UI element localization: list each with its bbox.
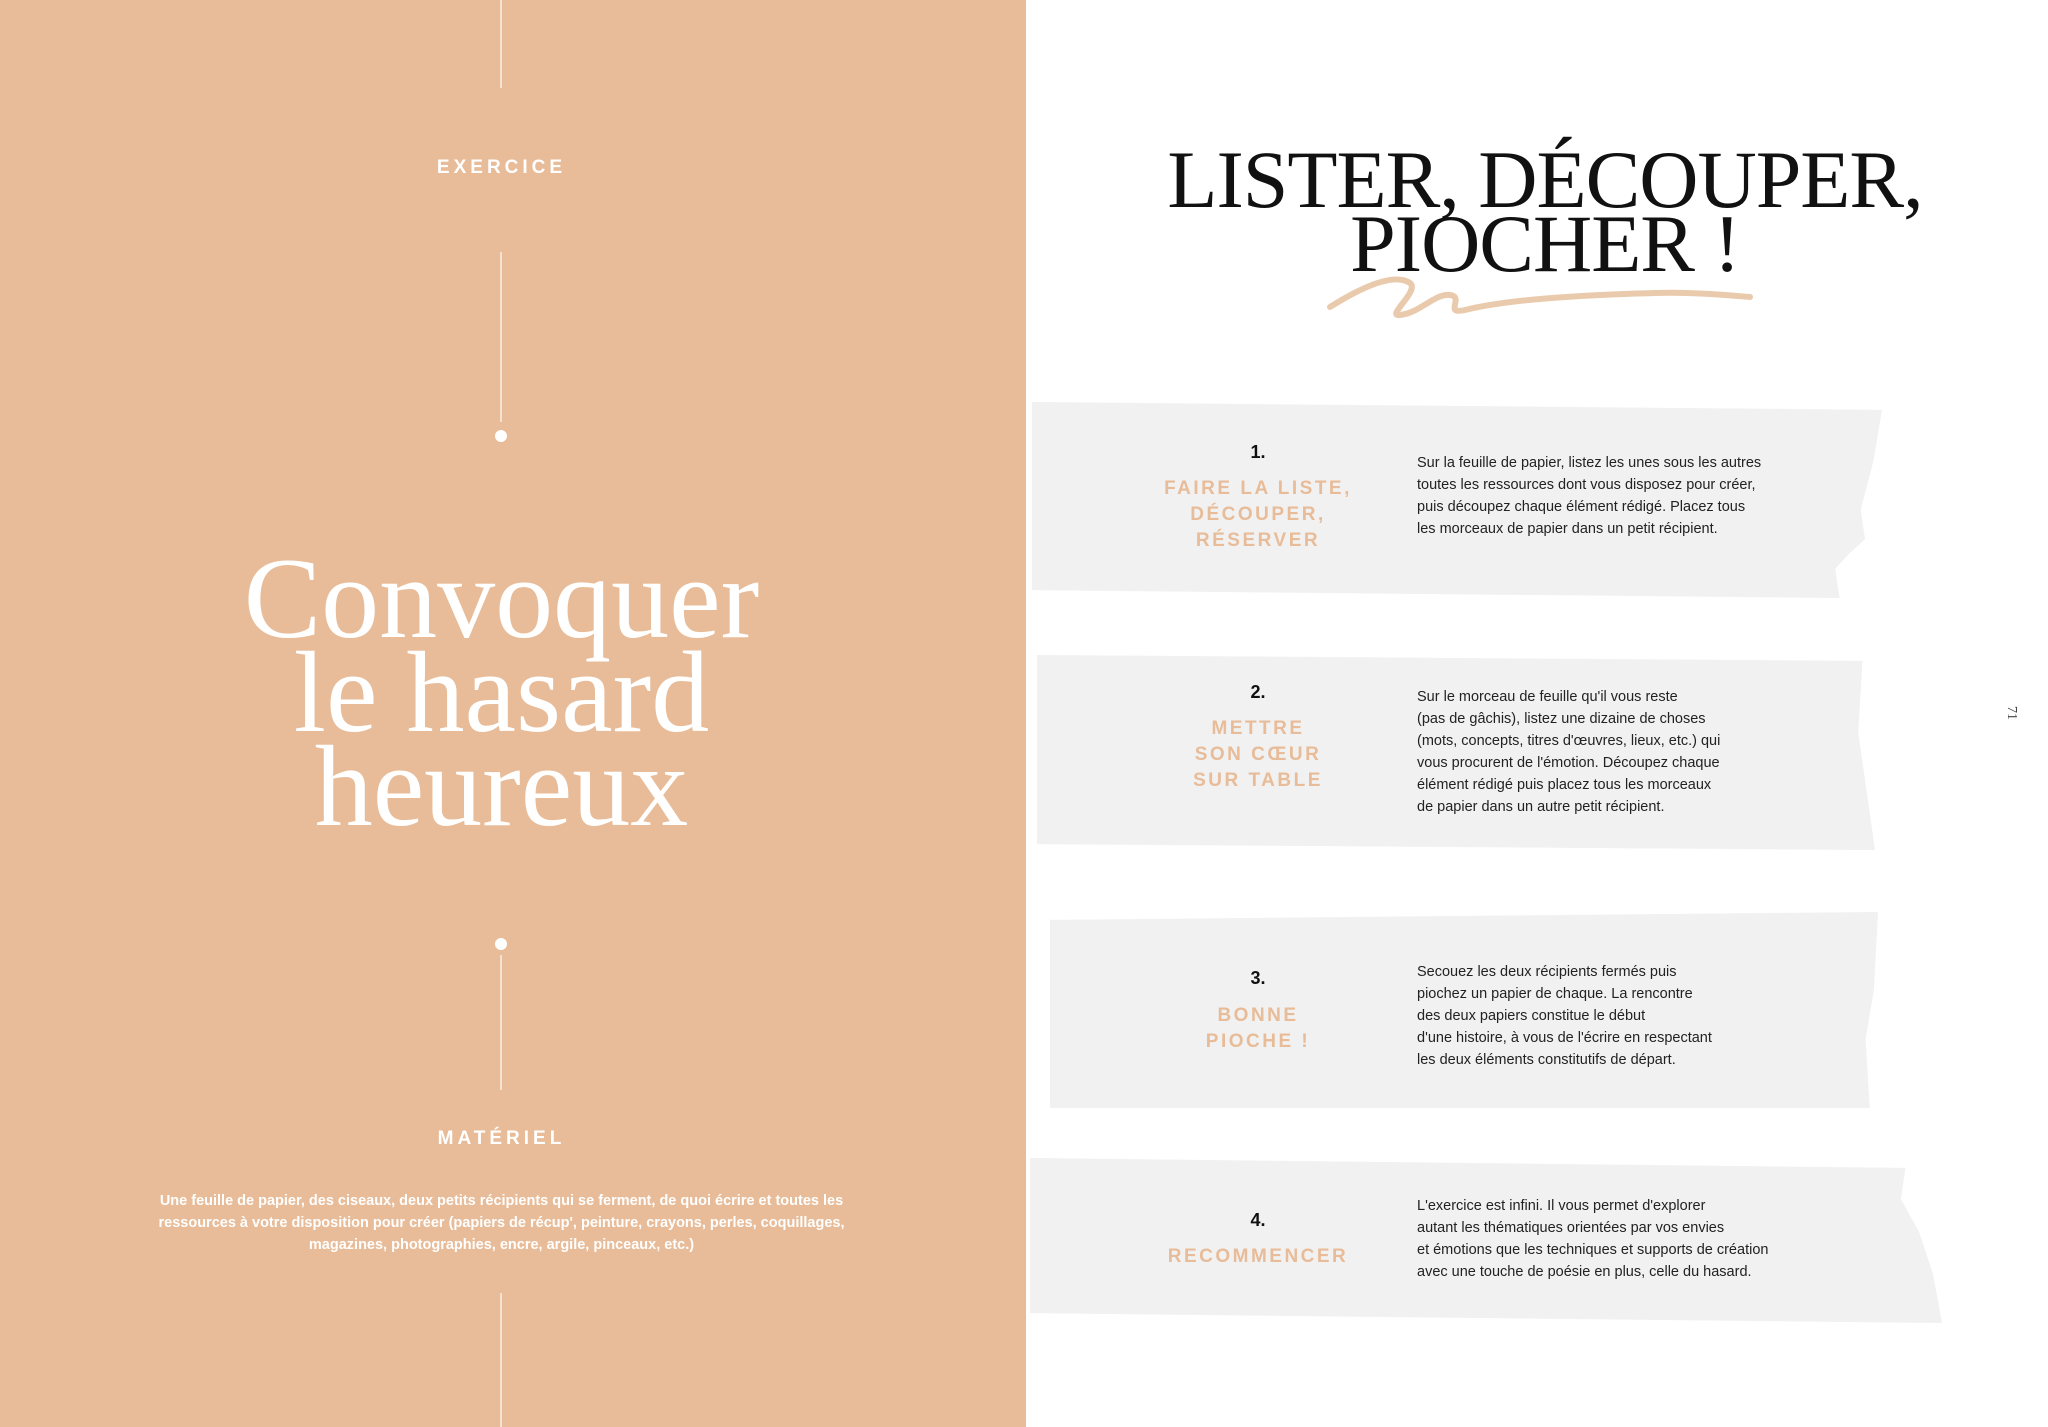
brush-underline [1325,255,1765,325]
materiel-text: Une feuille de papier, des ciseaux, deux petits récipients qui se ferment, de quoi écrire et toutes les ressources à votre disposition pour créer (papiers de récup', peinture, crayons, perles, coquillages, magazines, photographies, encre, argile, pinceaux, etc.) [158,1193,845,1253]
exercise-title-line: heureux [314,723,689,851]
divider-line-top [500,0,502,88]
step-text: Sur le morceau de feuille qu'il vous reste (pas de gâchis), listez une dizaine de choses (mots, concepts, titres d'œuvres, lieux, etc.) qui vous procurent de l'émotion. Découpez chaque élément rédigé puis placez tous les morceaux de papier dans un autre petit récipient. [1417,689,1721,815]
exercise-title-line: Convoquer [243,535,760,663]
divider-line [500,252,502,422]
step-text: Secouez les deux récipients fermés puis piochez un papier de chaque. La rencontre des deux papiers constitue le début d'une histoire, à vous de l'écrire en respectant les deux éléments constitutifs de départ. [1417,964,1712,1068]
divider-line-bottom [500,1293,502,1427]
page-title-line: PIOCHER ! [1350,198,1740,289]
exercise-kicker: EXERCICE [436,157,567,178]
divider-line [500,955,502,1090]
step-number: 2. [1250,682,1266,702]
page-number: 71 [2004,706,2019,720]
page-title-line: LISTER, DÉCOUPER, [1167,134,1923,225]
exercise-title-line: le hasard [293,629,710,757]
step-heading: BONNE PIOCHE ! [1205,1005,1311,1052]
exercise-title [0,535,1003,851]
step-number: 4. [1250,1210,1266,1230]
materiel-heading: MATÉRIEL [437,1128,566,1149]
step-heading: RECOMMENCER [1167,1246,1349,1267]
divider-dot [495,938,507,950]
step-number: 1. [1250,442,1266,462]
step-number: 3. [1250,968,1266,988]
step-heading: FAIRE LA LISTE, DÉCOUPER, RÉSERVER [1164,478,1352,551]
step-text: L'exercice est infini. Il vous permet d'explorer autant les thématiques orientées par vos envies et émotions que les techniques et supports de création avec une touche de poésie en plus, celle du hasard. [1417,1198,1769,1280]
step-heading: METTRE SON CŒUR SUR TABLE [1193,718,1323,791]
divider-dot [495,430,507,442]
step-text: Sur la feuille de papier, listez les unes sous les autres toutes les ressources dont vous disposez pour créer, puis découpez chaque élément rédigé. Placez tous les morceaux de papier dans un petit récipient. [1417,455,1762,537]
